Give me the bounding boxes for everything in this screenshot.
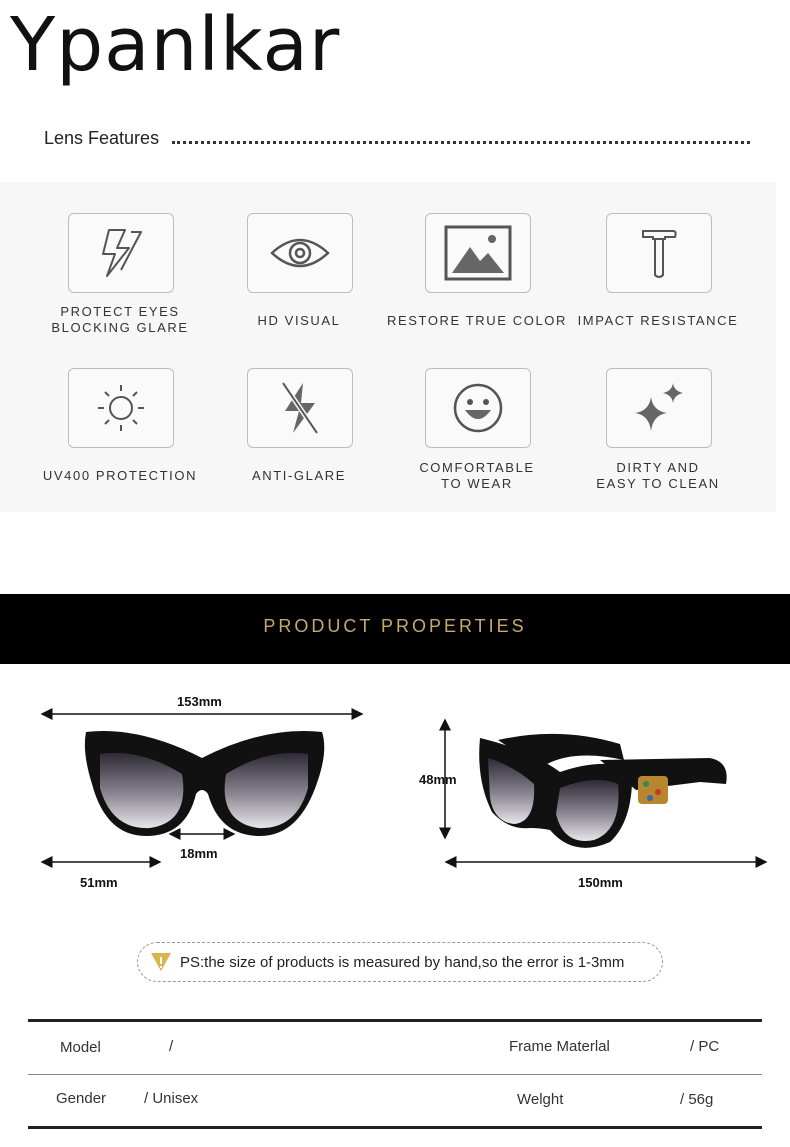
table-divider [28, 1074, 762, 1075]
gender-value: / Unisex [144, 1090, 199, 1107]
weight-value: / 56g [680, 1091, 714, 1108]
table-bottom-border [28, 1126, 762, 1129]
feature-label: BLOCKING GLARE [51, 320, 189, 335]
features-panel [0, 182, 776, 512]
measurement-note [137, 942, 663, 982]
temple-length-label: 150mm [578, 875, 623, 890]
picture-icon [425, 213, 531, 293]
lens-width-label: 51mm [80, 875, 118, 890]
product-properties-banner [0, 594, 790, 664]
hammer-icon [606, 213, 712, 293]
weight-label: Welght [517, 1091, 564, 1108]
lens-features-heading: Lens Features [44, 128, 160, 148]
feature-label: ANTI-GLARE [251, 468, 346, 483]
warning-icon [150, 952, 172, 972]
note-text: PS:the size of products is measured by hand,so the error is 1-3mm [180, 953, 625, 971]
bridge-label: 18mm [180, 846, 218, 861]
frame-material-label: Frame Materlal [509, 1038, 610, 1055]
gender-label: Gender [56, 1090, 107, 1107]
sun-icon [68, 368, 174, 448]
feature-label: COMFORTABLE [419, 460, 535, 475]
sparkle-icon [606, 368, 712, 448]
total-width-label: 153mm [177, 694, 222, 709]
feature-label: IMPACT RESISTANCE [577, 313, 739, 328]
no-glare-icon [247, 368, 353, 448]
feature-label: TO WEAR [441, 476, 513, 491]
feature-label: RESTORE TRUE COLOR [386, 313, 567, 328]
lightning-icon [68, 213, 174, 293]
product-properties-title: PRODUCT PROPERTIES [263, 616, 527, 636]
brand-title: Ypanlkar [10, 2, 341, 88]
feature-label: EASY TO CLEAN [596, 476, 720, 491]
smiley-icon [425, 368, 531, 448]
frame-material-value: / PC [690, 1038, 720, 1055]
feature-label: HD VISUAL [257, 313, 341, 328]
model-value: / [169, 1038, 174, 1055]
feature-label: DIRTY AND [616, 460, 700, 475]
side-view-glasses [410, 710, 780, 880]
lens-height-label: 48mm [419, 772, 457, 787]
feature-label: UV400 PROTECTION [42, 468, 198, 483]
table-top-border [28, 1019, 762, 1022]
feature-label: PROTECT EYES [60, 304, 180, 319]
model-label: Model [60, 1039, 101, 1056]
eye-icon [247, 213, 353, 293]
dotted-divider [172, 141, 750, 144]
